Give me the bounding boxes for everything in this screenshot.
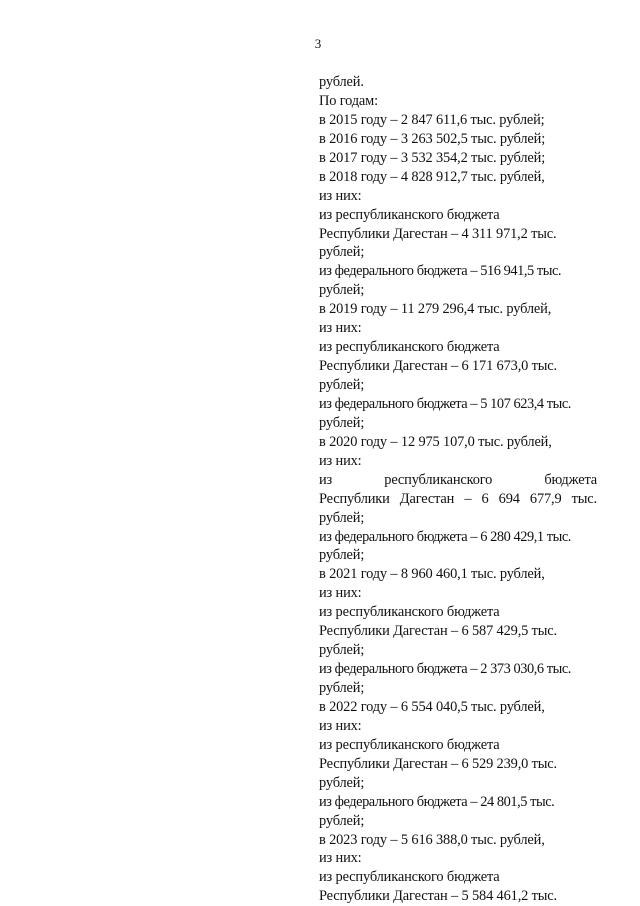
- text-line: рублей;: [319, 244, 365, 261]
- text-line: Республики Дагестан – 6 694 677,9 тыс.: [319, 490, 597, 507]
- text-line-2016: в 2016 году – 3 263 502,5 тыс. рублей;: [319, 130, 546, 147]
- text-line: из республиканского бюджета: [319, 604, 500, 621]
- text-line: рублей;: [319, 282, 365, 299]
- section-heading: По годам:: [319, 92, 378, 109]
- text-line: Республики Дагестан – 5 584 461,2 тыс.: [319, 888, 557, 905]
- text-line-2020: в 2020 году – 12 975 107,0 тыс. рублей,: [319, 433, 552, 450]
- text-line: из них:: [319, 187, 362, 204]
- text-line: из них:: [319, 320, 362, 337]
- text-line: рублей;: [319, 414, 365, 431]
- text-line: из республиканского бюджета: [319, 471, 597, 488]
- text-line-2021: в 2021 году – 8 960 460,1 тыс. рублей,: [319, 566, 545, 583]
- text-line: рублей;: [319, 509, 365, 526]
- text-line: из федерального бюджета – 24 801,5 тыс.: [319, 793, 555, 810]
- text-line: из них:: [319, 850, 362, 867]
- text-line: из республиканского бюджета: [319, 339, 500, 356]
- text-line: из республиканского бюджета: [319, 869, 500, 886]
- text-line: Республики Дагестан – 6 529 239,0 тыс.: [319, 755, 557, 772]
- budget-text-column: [319, 73, 597, 906]
- text-line: рублей.: [319, 74, 364, 90]
- text-line-2019: в 2019 году – 11 279 296,4 тыс. рублей,: [319, 301, 552, 318]
- text-line: из республиканского бюджета: [319, 736, 500, 753]
- text-line: Республики Дагестан – 6 587 429,5 тыс.: [319, 623, 557, 640]
- text-line: Республики Дагестан – 6 171 673,0 тыс.: [319, 358, 557, 375]
- text-line: из федерального бюджета – 5 107 623,4 тыс.: [319, 395, 571, 412]
- text-line: из них:: [319, 452, 362, 469]
- text-line-2015: в 2015 году – 2 847 611,6 тыс. рублей;: [319, 111, 545, 128]
- text-line: рублей;: [319, 377, 365, 393]
- text-line-2018: в 2018 году – 4 828 912,7 тыс. рублей,: [319, 168, 545, 185]
- text-line-2023: в 2023 году – 5 616 388,0 тыс. рублей,: [319, 831, 545, 848]
- text-line-2017: в 2017 году – 3 532 354,2 тыс. рублей;: [319, 149, 546, 166]
- text-line-2022: в 2022 году – 6 554 040,5 тыс. рублей,: [319, 698, 545, 715]
- text-line: рублей;: [319, 680, 365, 696]
- text-line: рублей;: [319, 774, 365, 791]
- text-line: рублей;: [319, 547, 365, 564]
- page-number: 3: [314, 36, 322, 51]
- text-line: рублей;: [319, 642, 365, 659]
- text-line: рублей;: [319, 812, 365, 829]
- text-line: из федерального бюджета – 2 373 030,6 тыс.: [319, 661, 571, 678]
- text-line: из федерального бюджета – 516 941,5 тыс.: [319, 263, 562, 280]
- text-line: Республики Дагестан – 4 311 971,2 тыс.: [319, 225, 557, 242]
- text-line: из них:: [319, 585, 362, 602]
- text-line: из республиканского бюджета: [319, 206, 500, 223]
- text-line: из них:: [319, 717, 362, 734]
- text-line: из федерального бюджета – 6 280 429,1 тыс.: [319, 528, 571, 545]
